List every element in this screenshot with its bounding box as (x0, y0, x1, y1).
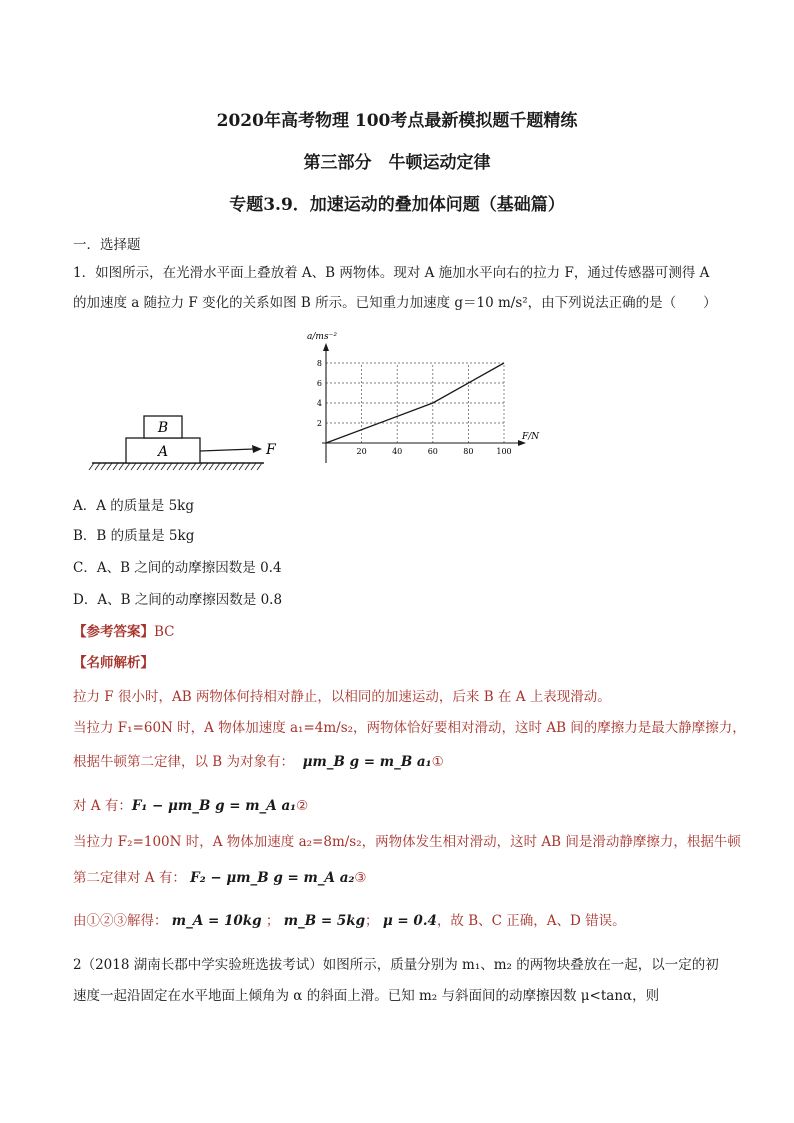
force-arrowhead (252, 445, 262, 453)
q1-answer (73, 623, 733, 641)
analysis-line4 (73, 797, 733, 815)
x-tick-label: 80 (463, 447, 474, 456)
separator-2: ； (365, 913, 379, 929)
analysis-line3 (73, 753, 733, 771)
force-label: F (266, 442, 276, 458)
y-axis-label: a/ms⁻² (307, 332, 337, 342)
y-tick-label: 8 (316, 359, 322, 368)
block-a-label: A (157, 444, 169, 460)
y-axis-arrow (323, 343, 329, 351)
x-axis-label: F/N (522, 432, 540, 442)
result-ma: m_A = 10kg (171, 913, 262, 929)
analysis-line5: 当拉力 F₂=100N 时，A 物体加速度 a₂=8m/s₂，两物体发生相对滑动，这时 AB 间是滑动静摩擦力，根据牛顿 (73, 834, 741, 850)
x-tick-label: 20 (356, 447, 367, 456)
ground (89, 463, 264, 470)
analysis-line7-text: 由①②③解得： (73, 913, 168, 929)
q1-option-a: A．A 的质量是 5kg (73, 498, 194, 514)
analysis-line2: 当拉力 F₁=60N 时，A 物体加速度 a₁=4m/s₂，两物体恰好要相对滑动，这时 AB 间的摩擦力是最大静摩擦力， (73, 720, 746, 736)
analysis-line4-text: 对 A 有： (73, 798, 132, 814)
analysis-line6 (73, 869, 733, 887)
analysis-line3-text: 根据牛顿第二定律，以 B 为对象有： (73, 754, 295, 770)
circle-mark-2: ② (296, 798, 309, 814)
q1-option-c: C．A、B 之间的动摩擦因数是 0.4 (73, 560, 282, 576)
analysis-line7-conclusion: ，故 B、C 正确，A、D 错误。 (436, 913, 626, 929)
separator-1: ； (265, 913, 280, 929)
q1-figure-svg (88, 322, 540, 482)
circle-mark-3: ③ (354, 870, 367, 886)
equation-2: F₁ − μm_B g = m_A a₁ (131, 798, 297, 814)
q2-stem-line1: 2（2018 湖南长郡中学实验班选拔考试）如图所示，质量分别为 m₁、m₂ 的两物块叠放在一起，以一定的初 (73, 957, 719, 973)
analysis-line7 (73, 912, 733, 930)
y-tick-label: 4 (316, 399, 322, 408)
q2-stem-line2: 速度一起沿固定在水平地面上倾角为 α 的斜面上滑。已知 m₂ 与斜面间的动摩擦因数 μ<tanα，则 (73, 988, 660, 1004)
section-heading: 一．选择题 (73, 237, 141, 253)
q1-option-b: B．B 的质量是 5kg (73, 528, 195, 544)
circle-mark-1: ① (431, 754, 444, 770)
document-title: 2020年高考物理 100考点最新模拟题千题精练 (216, 111, 578, 131)
x-tick-label: 60 (427, 447, 438, 456)
a-f-chart (307, 332, 540, 463)
analysis-label: 【名师解析】 (73, 655, 154, 671)
topic-title: 专题3.9．加速运动的叠加体问题（基础篇） (229, 195, 565, 215)
x-tick-label: 40 (392, 447, 403, 456)
q1-option-d: D．A、B 之间的动摩擦因数是 0.8 (73, 592, 283, 608)
equation-3: F₂ − μm_B g = m_A a₂ (190, 870, 355, 886)
answer-value: BC (154, 624, 175, 640)
q1-stem-line1: 1．如图所示，在光滑水平面上叠放着 A、B 两物体。现对 A 施加水平向右的拉力 F，通过传感器可测得 A (73, 265, 710, 281)
q1-stem-line2: 的加速度 a 随拉力 F 变化的关系如图 B 所示。已知重力加速度 g＝10 m/s²，由下列说法正确的是（ ） (73, 295, 717, 311)
y-tick-label: 6 (316, 379, 322, 388)
result-mu: μ = 0.4 (382, 913, 437, 929)
analysis-line1: 拉力 F 很小时，AB 两物体何持相对静止，以相同的加速运动，后来 B 在 A 上表现滑动。 (73, 689, 611, 705)
result-mb: m_B = 5kg (283, 913, 366, 929)
part-title: 第三部分 牛顿运动定律 (303, 153, 491, 173)
equation-1: μm_B g = m_B a₁ (302, 754, 432, 770)
analysis-line6-text: 第二定律对 A 有： (73, 870, 186, 886)
answer-label: 【参考答案】 (73, 624, 154, 640)
block-b-label: B (157, 420, 169, 436)
x-tick-label: 100 (496, 447, 512, 456)
y-tick-label: 2 (316, 419, 322, 428)
force-arrow (200, 449, 254, 451)
q1-figure (88, 322, 540, 482)
